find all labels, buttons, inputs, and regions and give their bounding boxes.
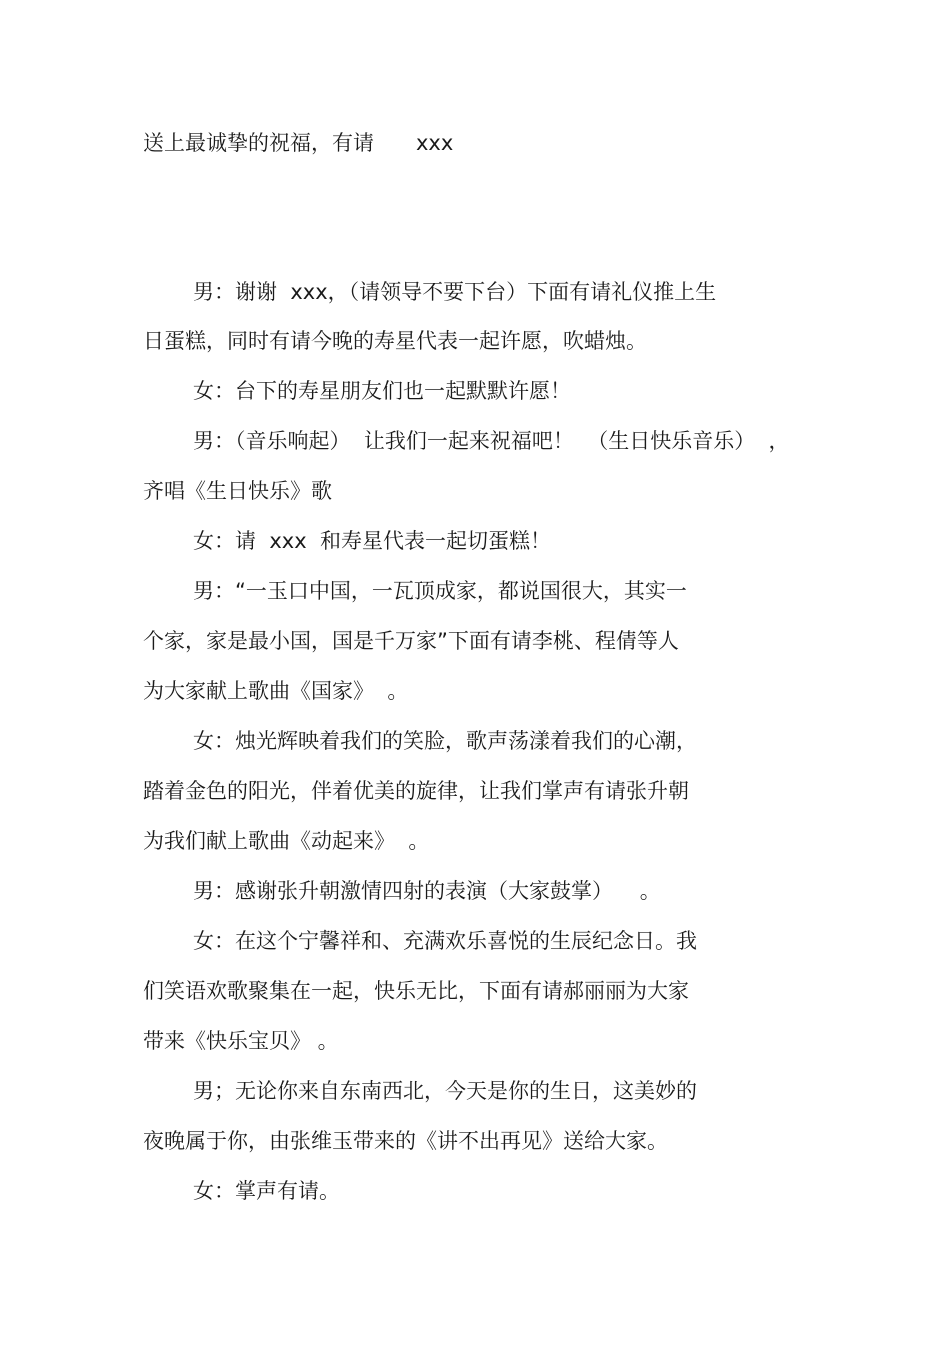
text-line-16: 们笑语欢歌聚集在一起，快乐无比，下面有请郝丽丽为大家: [143, 979, 689, 1003]
text-line-15: 女：在这个宁馨祥和、充满欢乐喜悦的生辰纪念日。我: [193, 929, 697, 953]
text-line-14: 男：感谢张升朝激情四射的表演（大家鼓掌） 。: [193, 879, 661, 903]
text-line-11: 女：烛光辉映着我们的笑脸，歌声荡漾着我们的心潮，: [193, 729, 697, 753]
text-line-18: 男；无论你来自东南西北，今天是你的生日，这美妙的: [193, 1079, 697, 1103]
text-line-17: 带来《快乐宝贝》 。: [143, 1029, 339, 1053]
text-line-2: 男：谢谢 xxx，（请领导不要下台）下面有请礼仪推上生: [193, 280, 717, 304]
text-line-7: 女：请 xxx 和寿星代表一起切蛋糕！: [193, 529, 551, 553]
text-line-6: 齐唱《生日快乐》歌: [143, 479, 332, 503]
text-line-8: 男：“一玉口中国，一瓦顶成家，都说国很大，其实一: [193, 579, 687, 603]
text-line-19: 夜晚属于你，由张维玉带来的《讲不出再见》送给大家。: [143, 1129, 668, 1153]
text-line-12: 踏着金色的阳光，伴着优美的旋律，让我们掌声有请张升朝: [143, 779, 689, 803]
text-line-13: 为我们献上歌曲《动起来》 。: [143, 829, 430, 853]
text-line-20: 女：掌声有请。: [193, 1179, 340, 1203]
text-line-5: 男：（音乐响起） 让我们一起来祝福吧！ （生日快乐音乐） ，: [193, 429, 790, 453]
text-line-9: 个家，家是最小国，国是千万家”下面有请李桃、程倩等人: [143, 629, 679, 653]
text-line-3: 日蛋糕，同时有请今晚的寿星代表一起许愿，吹蜡烛。: [143, 329, 647, 353]
text-line-1: 送上最诚挚的祝福，有请 xxx: [143, 131, 454, 155]
text-line-10: 为大家献上歌曲《国家》 。: [143, 679, 409, 703]
text-line-4: 女：台下的寿星朋友们也一起默默许愿！: [193, 379, 571, 403]
